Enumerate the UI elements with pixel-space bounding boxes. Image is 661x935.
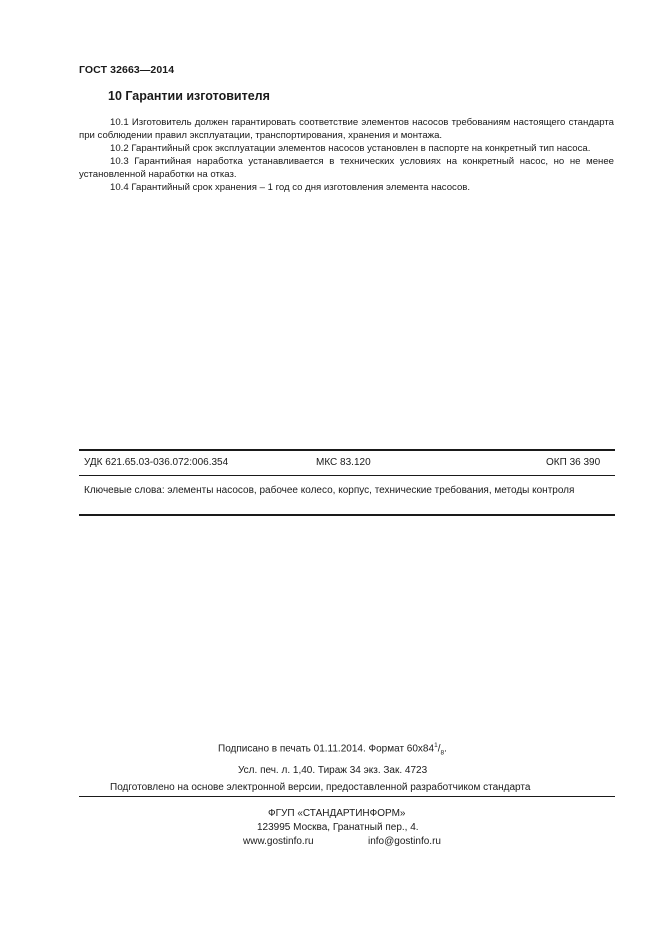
signed-text: Подписано в печать 01.11.2014. Формат 60х84: [218, 743, 435, 755]
prepared-note: Подготовлено на основе электронной версии, предоставленной разработчиком стандарта: [110, 782, 531, 793]
publisher-name: ФГУП «СТАНДАРТИНФОРМ»: [268, 808, 406, 819]
format-denominator: 8: [440, 749, 445, 757]
paragraph-10-2: 10.2 Гарантийный срок эксплуатации элементов насосов установлен в паспорте на конкретный тип насоса.: [110, 143, 591, 154]
publisher-website[interactable]: www.gostinfo.ru: [243, 836, 314, 847]
imprint-rule: [79, 796, 615, 797]
paragraph-10-4: 10.4 Гарантийный срок хранения – 1 год со дня изготовления элемента насосов.: [110, 182, 471, 193]
classification-top-rule: [79, 449, 615, 451]
okp-code: ОКП 36 390: [546, 457, 601, 468]
classification-middle-rule: [79, 475, 615, 476]
paragraph-10-3: 10.3 Гарантийная наработка устанавливается в технических условиях на конкретный насос, но не менее установленной наработки на отказ.: [79, 156, 614, 180]
section-title: 10 Гарантии изготовителя: [108, 89, 270, 103]
document-header-code: ГОСТ 32663—2014: [79, 64, 175, 76]
publisher-email[interactable]: info@gostinfo.ru: [368, 836, 441, 847]
mks-code: МКС 83.120: [316, 457, 371, 468]
udk-code: УДК 621.65.03-036.072:006.354: [84, 457, 229, 468]
keywords: Ключевые слова: элементы насосов, рабочее колесо, корпус, технические требования, методы контроля: [84, 485, 575, 496]
paragraph-10-1: 10.1 Изготовитель должен гарантировать соответствие элементов насосов требованиям настоящего стандарта при соблюдении правил эксплуатации, транспортирования, хранения и монтажа.: [79, 117, 614, 141]
signed-for-print: Подписано в печать 01.11.2014. Формат $60х84^1/_8$.: [218, 742, 447, 757]
format-numerator: 1: [434, 742, 438, 749]
format-suffix: .: [444, 743, 447, 755]
keywords-bottom-rule: [79, 514, 615, 516]
print-info: Усл. печ. л. 1,40. Тираж 34 экз. Зак. 4723: [238, 765, 428, 776]
publisher-address: 123995 Москва, Гранатный пер., 4.: [257, 822, 419, 833]
section-body: [79, 116, 614, 194]
